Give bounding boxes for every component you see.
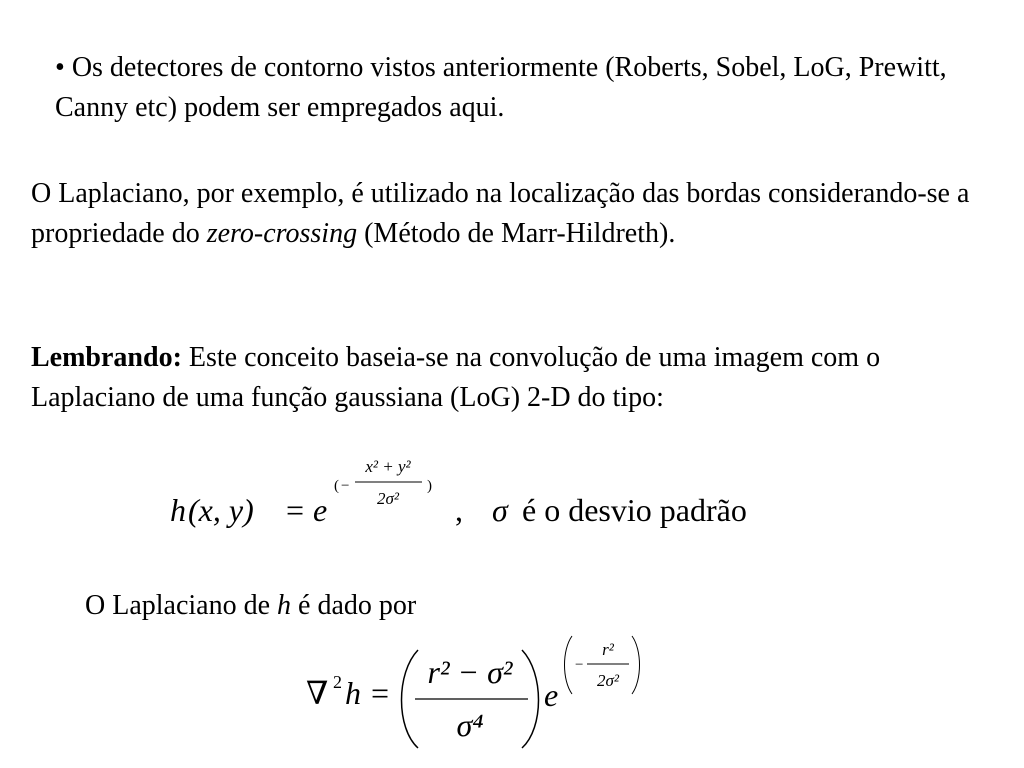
formula1-equals: =	[286, 492, 305, 528]
formula2-denominator: σ⁴	[456, 707, 484, 743]
formula1-sigma: σ	[492, 492, 508, 528]
laplacian-text-after: (Método de Marr-Hildreth).	[357, 218, 676, 249]
h-def-after: é dado por	[291, 590, 417, 621]
laplacian-paragraph	[31, 174, 991, 254]
formula2-exp-minus: −	[575, 657, 584, 673]
gaussian-formula	[160, 448, 820, 538]
formula1-exp-open: (	[334, 478, 339, 494]
formula1-comma: ,	[455, 492, 463, 528]
formula1-exp-denominator: 2σ²	[377, 489, 399, 508]
formula2-equals: =	[371, 675, 390, 711]
h-definition-line	[85, 586, 416, 626]
bullet-paragraph	[55, 48, 1005, 128]
formula2-exp-left-paren	[565, 636, 573, 694]
h-def-before: O Laplaciano de	[85, 590, 278, 621]
formula1-lhs-fn: h	[170, 492, 186, 528]
remember-label: Lembrando:	[31, 342, 182, 373]
formula2-numerator: r² − σ²	[427, 654, 513, 690]
bullet-text: Os detectores de contorno vistos anteriormente (Roberts, Sobel, LoG, Prewitt, Canny etc) podem ser empregados aqui.	[55, 52, 947, 123]
laplacian-of-gaussian-formula	[300, 628, 660, 753]
formula2-exp-denominator: 2σ²	[597, 671, 619, 690]
zero-crossing-term: zero-crossing	[206, 218, 358, 249]
formula2-var: h	[345, 675, 361, 711]
formula1-lhs-args: (x, y)	[188, 492, 254, 528]
formula1-exp-close: )	[427, 478, 432, 494]
h-def-var: h	[277, 590, 292, 621]
formula1-exp-minus: −	[341, 478, 350, 494]
remember-text: Este conceito baseia-se na convolução de uma imagem com o Laplaciano de uma função gaussiana (LoG) 2-D do tipo:	[31, 342, 881, 413]
formula2-base-e: e	[544, 677, 559, 713]
formula2-exp-right-paren	[632, 636, 640, 694]
bullet-marker: •	[55, 52, 65, 83]
formula2-nabla: ∇	[306, 675, 329, 711]
laplacian-text-before: O Laplaciano, por exemplo, é utilizado na localização das bordas considerando-se a propriedade do	[31, 178, 970, 249]
formula1-base-e: e	[313, 492, 328, 528]
formula2-power: 2	[333, 672, 342, 692]
formula1-description: é o desvio padrão	[522, 492, 747, 528]
formula2-exp-numerator: r²	[602, 640, 614, 659]
remember-paragraph	[31, 338, 1001, 418]
formula1-exp-numerator: x² + y²	[365, 457, 411, 476]
